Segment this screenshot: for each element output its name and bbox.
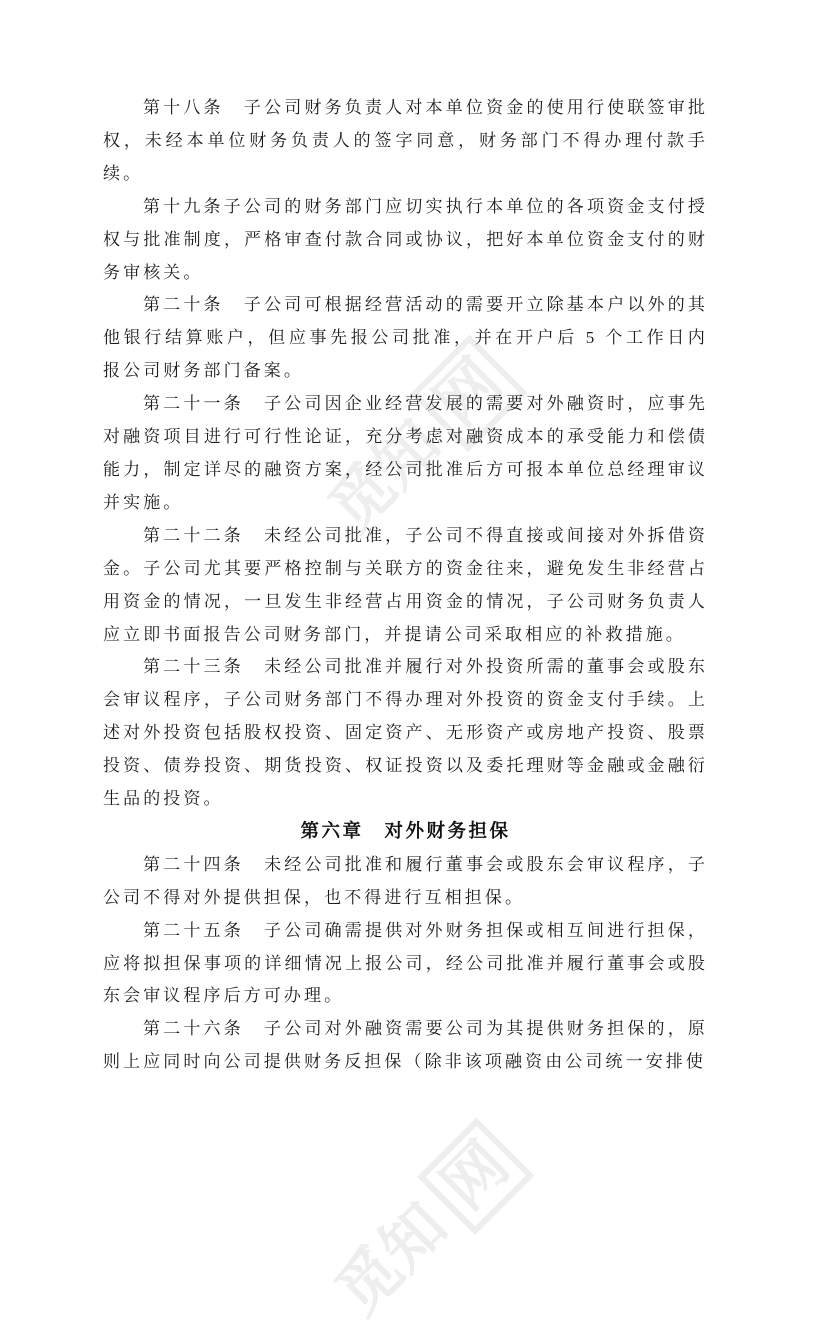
document-paragraph: 第二十四条 未经公司批准和履行董事会或股东会审议程序，子公司不得对外提供担保，也不得进行互相担保。 (103, 854, 708, 907)
watermark-logo-box: 网 (410, 335, 527, 452)
document-paragraph: 第十九条子公司的财务部门应切实执行本单位的各项资金支付授权与批准制度，严格审查付款合同或协议，把好本单位资金支付的财务审核关。 (103, 196, 708, 282)
document-paragraph: 第二十三条 未经公司批准并履行对外投资所需的董事会或股东会审议程序，子公司财务部门不得办理对外投资的资金支付手续。上述对外投资包括股权投资、固定资产、无形资产或房地产投资、股票投资、债券投资、期货投资、权证投资以及委托理财等金融或金融衍生品的投资。 (103, 657, 708, 809)
chapter-heading: 第六章 对外财务担保 (300, 821, 511, 842)
watermark-text: 觅知 (323, 1191, 461, 1328)
watermark-text: 觅知 (316, 408, 454, 545)
document-paragraph: 第二十六条 子公司对外融资需要公司为其提供财务担保的，原则上应同时向公司提供财务反担保（除非该项融资由公司统一安排使 (103, 1019, 708, 1072)
watermark-logo-box: 网 (417, 1118, 534, 1235)
watermark (320, 1118, 535, 1333)
document-paragraph: 第二十一条 子公司因企业经营发展的需要对外融资时，应事先对融资项目进行可行性论证，充分考虑对融资成本的承受能力和偿债能力，制定详尽的融资方案，经公司批准后方可报本单位总经理审议并实施。 (103, 394, 708, 512)
document-paragraph: 第十八条 子公司财务负责人对本单位资金的使用行使联签审批权，未经本单位财务负责人的签字同意，财务部门不得办理付款手续。 (103, 98, 708, 183)
document-paragraph: 第二十五条 子公司确需提供对外财务担保或相互间进行担保，应将拟担保事项的详细情况上报公司，经公司批准并履行董事会或股东会审议程序后方可办理。 (103, 920, 708, 1006)
document-body (103, 92, 708, 1079)
document-paragraph: 第二十条 子公司可根据经营活动的需要开立除基本户以外的其他银行结算账户，但应事先报公司批准，并在开户后 5 个工作日内报公司财务部门备案。 (103, 295, 708, 381)
document-paragraph: 第二十二条 未经公司批准，子公司不得直接或间接对外拆借资金。子公司尤其要严格控制与关联方的资金往来，避免发生非经营占用资金的情况，一旦发生非经营占用资金的情况，子公司财务负责人应立即书面报告公司财务部门，并提请公司采取相应的补救措施。 (103, 525, 708, 644)
